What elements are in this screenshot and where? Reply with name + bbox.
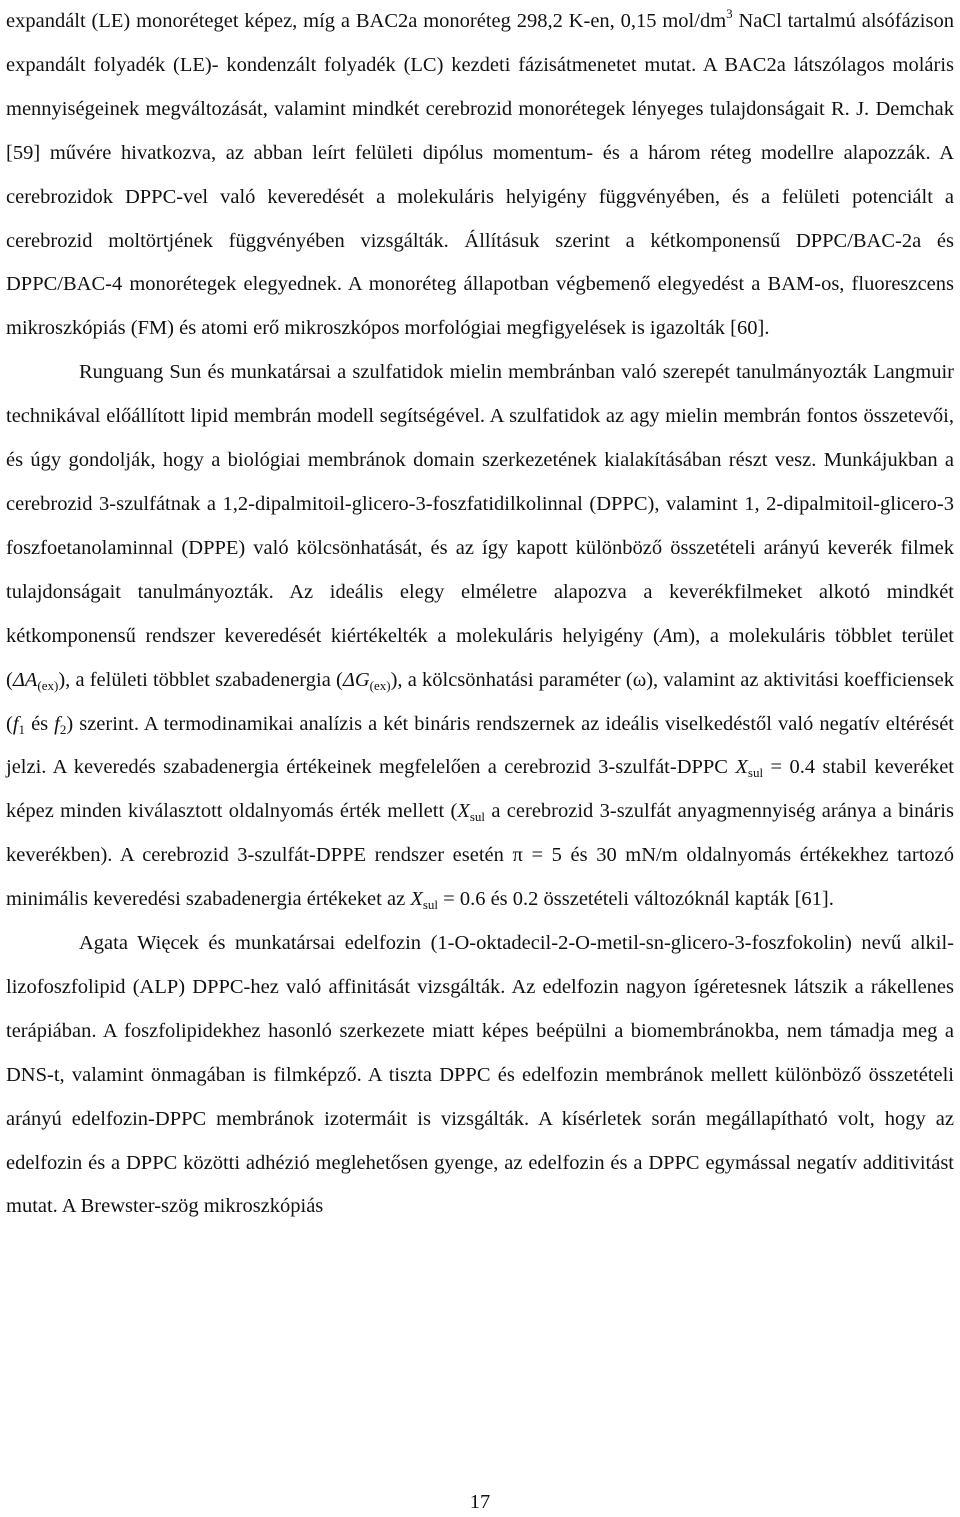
paragraph-text: ), a felületi többlet szabadenergia ( [58, 668, 343, 691]
paragraph-text: és [25, 712, 55, 735]
paragraph-sun [6, 351, 954, 922]
paragraph-text: = 0.6 és 0.2 összetételi változóknál kapták [61]. [438, 888, 834, 911]
paragraph-text: m), a molekuláris többlet terület ( [6, 624, 955, 691]
variable: ΔG [342, 668, 370, 691]
paragraph-text: a cerebrozid 3-szulfát anyagmennyiség aránya a bináris keverékben). A cerebrozid 3-szulfát-DPPE rendszer esetén π = 5 és 30 mN/m oldalnyomás értékekhez tartozó minimális keveredési szabadenergia értékeket az [6, 800, 954, 911]
variable: X [410, 888, 423, 911]
variable: f [54, 712, 60, 735]
variable: ΔA [12, 668, 38, 691]
variable: f [12, 712, 19, 735]
paragraph-text: ), a kölcsönhatási paraméter (ω), valamint az aktivitási koefficiensek ( [6, 668, 954, 735]
body-text [6, 0, 954, 1229]
page-number: 17 [469, 1491, 491, 1513]
paragraph-text: expandált (LE) monoréteget képez, míg a BAC2a monoréteg 298,2 K-en, 0,15 mol/dm [6, 10, 727, 32]
subscript: 1 [18, 721, 26, 737]
subscript: (ex) [37, 677, 59, 693]
subscript: 2 [59, 721, 67, 737]
paragraph-text: Agata Więcek és munkatársai edelfozin (1-O-oktadecil-2-O-metil-sn-glicero-3-foszfokolin) nevű alkil-lizofoszfolipid (ALP) DPPC-hez való affinitását vizsgálták. Az edelfozin nagyon ígéretesnek látszik a rákellenes terápiában. A foszfolipidekhez hasonló szerkezete miatt képes beépülni a biomembránokba, nem támadja meg a DNS-t, valamint önmagában is filmképző. A tiszta DPPC és edelfozin membránok mellett különböző összetételi arányú edelfozin-DPPC membránok izotermáit is vizsgálták. A kísérletek során megállapítható volt, hogy az edelfozin és a DPPC közötti adhézió meglehetősen gyenge, az edelfozin és a DPPC egymással negatív additivitást mutat. A Brewster-szög mikroszkópiás [6, 932, 954, 1218]
subscript: sul [747, 765, 764, 781]
paragraph-wiecek [6, 922, 954, 1229]
paragraph-continuation [6, 0, 954, 351]
paragraph-text: = 0.4 stabil keveréket képez minden kiválasztott oldalnyomás érték mellett ( [6, 756, 954, 823]
subscript: (ex) [369, 677, 391, 693]
subscript: sul [469, 809, 486, 825]
paragraph-text: NaCl tartalmú alsófázison expandált folyadék (LE)- kondenzált folyadék (LC) kezdeti fázisátmenetet mutat. A BAC2a látszólagos moláris mennyiségeinek megváltozását, valamint mindkét cerebrozid monorétegek lényeges tulajdonságait R. J. Demchak [59] művére hivatkozva, az abban leírt felületi dipólus momentum- és a három réteg modellre alapozzák. A cerebrozidok DPPC-vel való keveredését a molekuláris helyigény függvényében, és a felületi potenciált a cerebrozid moltörtjének függvényében vizsgálták. Állításuk szerint a kétkomponensű DPPC/BAC-2a és DPPC/BAC-4 monorétegek elegyednek. A monoréteg állapotban végbemenő elegyedést a BAM-os, fluoreszcens mikroszkópiás (FM) és atomi erő mikroszkópos morfológiai megfigyelések is igazolták [60]. [6, 10, 954, 340]
subscript: sul [422, 897, 439, 913]
variable: X [735, 756, 748, 779]
superscript: 3 [726, 6, 733, 21]
variable: X [457, 800, 470, 823]
paragraph-text: Runguang Sun és munkatársai a szulfatidok mielin membránban való szerepét tanulmányozták Langmuir technikával előállított lipid membrán modell segítségével. A szulfatidok az agy mielin membrán fontos összetevői, és úgy gondolják, hogy a biológiai membránok domain szerkezetének kialakításában részt vesz. Munkájukban a cerebrozid 3-szulfátnak a 1,2-dipalmitoil-glicero-3-foszfatidilkolinnal (DPPC), valamint 1, 2-dipalmitoil-glicero-3 foszfoetanolaminnal (DPPE) való kölcsönhatását, és az így kapott különböző összetételi arányú keverék filmek tulajdonságait tanulmányozták. Az ideális elegy elméletre alapozva a keverékfilmeket alkotó mindkét kétkomponensű rendszer keveredését kiértékelték a molekuláris helyigény ( [6, 361, 954, 647]
variable: A [659, 624, 673, 647]
paragraph-text: ) szerint. A termodinamikai analízis a két bináris rendszernek az ideális viselkedéstől való negatív eltérését jelzi. A keveredés szabadenergia értékeinek megfelelően a cerebrozid 3-szulfát-DPPC [6, 712, 954, 779]
